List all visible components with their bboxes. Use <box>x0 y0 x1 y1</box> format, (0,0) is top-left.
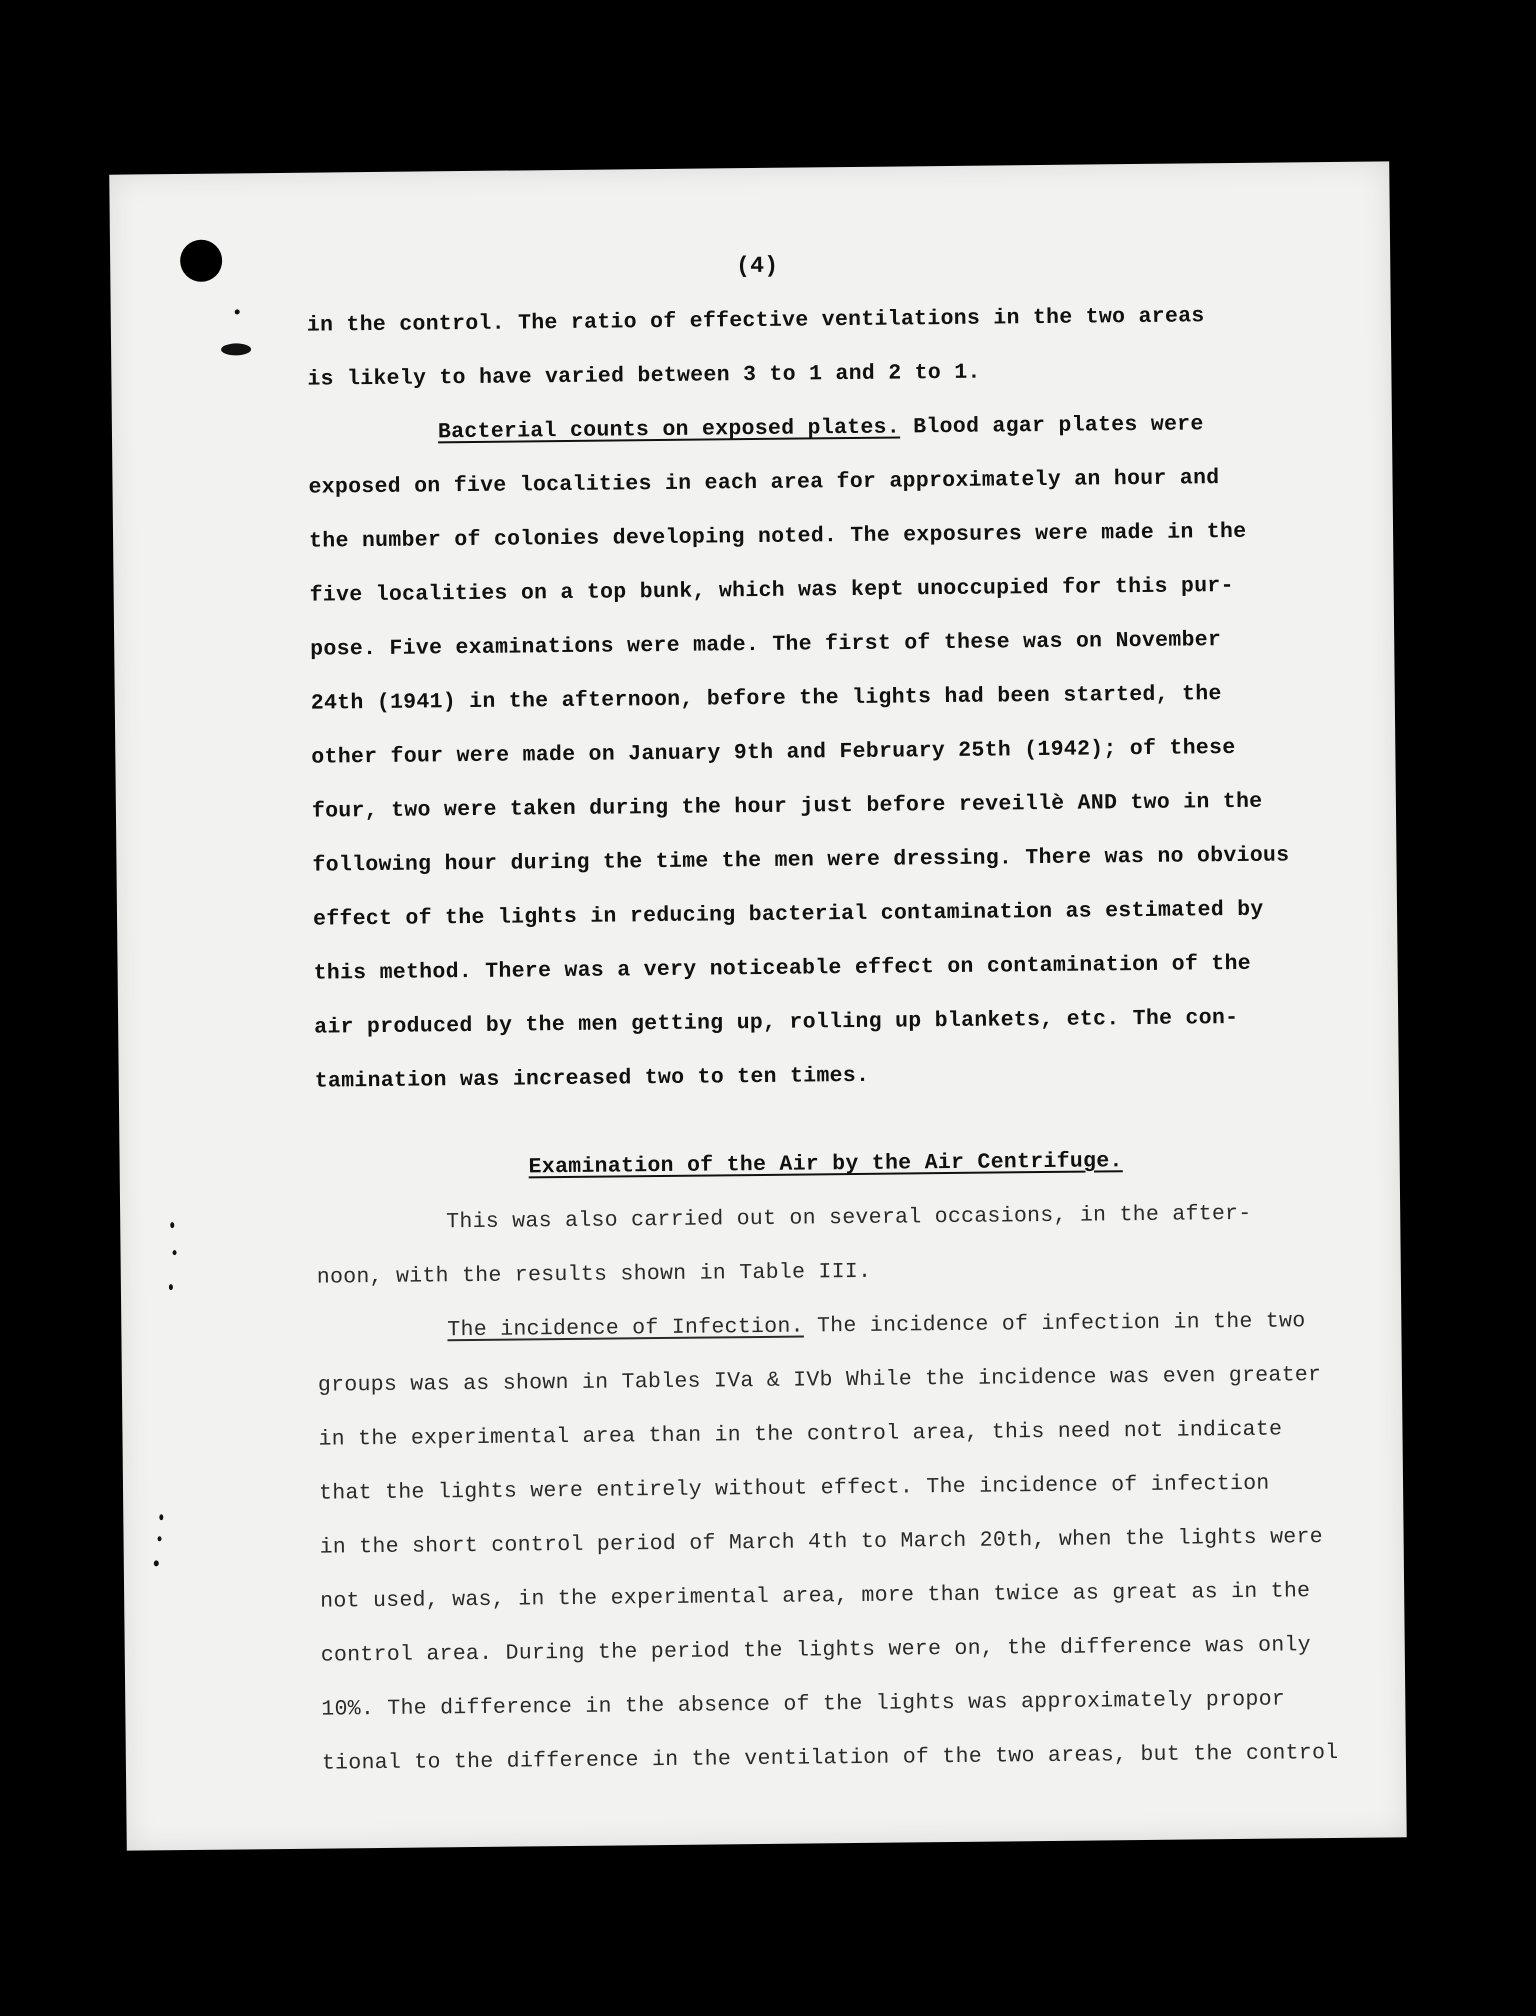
text-line: in the control. The ratio of effective ventilations in the two areas <box>306 304 1205 338</box>
ink-speck <box>170 1222 174 1228</box>
ink-speck <box>154 1560 159 1566</box>
text-line: tamination was increased two to ten times. <box>314 1063 870 1094</box>
ink-speck <box>235 309 240 314</box>
ink-speck <box>158 1536 162 1541</box>
text-line: in the experimental area than in the control area, this need not indicate <box>318 1417 1283 1452</box>
text-line: noon, with the results shown in Table III. <box>316 1259 872 1290</box>
text-line: five localities on a top bunk, which was kept unoccupied for this pur- <box>309 573 1234 608</box>
text-line: four, two were taken during the hour just before reveillè AND two in the <box>311 789 1263 824</box>
text-line: the number of colonies developing noted. The exposures were made in the <box>308 519 1247 554</box>
text-line: tional to the difference in the ventilation of the two areas, but the control <box>321 1740 1339 1776</box>
page-number: (4) <box>735 252 779 280</box>
section-heading-bacterial-counts: Bacterial counts on exposed plates. <box>437 415 901 445</box>
section-heading-air-centrifuge: Examination of the Air by the Air Centrifuge. <box>528 1149 1123 1180</box>
text-line: in the short control period of March 4th to March 20th, when the lights were <box>319 1525 1324 1560</box>
text-line: pose. Five examinations were made. The first of these was on November <box>310 628 1222 662</box>
typed-text <box>306 232 1342 1791</box>
text-line: not used, was, in the experimental area, more than twice as great as in the <box>320 1579 1311 1614</box>
text-line: effect of the lights in reducing bacterial contamination as estimated by <box>312 897 1264 932</box>
ink-blot <box>221 343 251 355</box>
text-line: is likely to have varied between 3 to 1 and 2 to 1. <box>307 360 981 392</box>
text-line: This was also carried out on several occasions, in the after- <box>446 1201 1252 1235</box>
text-line: that the lights were entirely without effect. The incidence of infection <box>318 1471 1270 1506</box>
ink-speck <box>173 1250 177 1255</box>
ink-speck <box>159 1514 163 1520</box>
text-line-rest: The incidence of infection in the two <box>803 1309 1306 1339</box>
text-line: other four were made on January 9th and February 25th (1942); of these <box>311 735 1236 770</box>
text-line: this method. There was a very noticeable effect on contamination of the <box>313 951 1252 986</box>
text-line: exposed on five localities in each area for approximately an hour and <box>308 466 1220 500</box>
text-line: 10%. The difference in the absence of the lights was approximately propor <box>321 1687 1286 1722</box>
document-page <box>109 161 1406 1850</box>
text-line: following hour during the time the men were dressing. There was no obvious <box>312 843 1290 878</box>
section-heading-incidence-of-infection: The incidence of Infection. <box>447 1314 804 1343</box>
ink-speck <box>169 1284 173 1290</box>
text-line: 24th (1941) in the afternoon, before the lights had been started, the <box>310 682 1222 716</box>
text-line: groups was as shown in Tables IVa & IVb While the incidence was even greater <box>317 1363 1322 1398</box>
text-line: control area. During the period the lights were on, the difference was only <box>320 1633 1312 1668</box>
text-line: air produced by the men getting up, rolling up blankets, etc. The con- <box>314 1005 1239 1040</box>
text-line-rest: Blood agar plates were <box>899 412 1204 440</box>
